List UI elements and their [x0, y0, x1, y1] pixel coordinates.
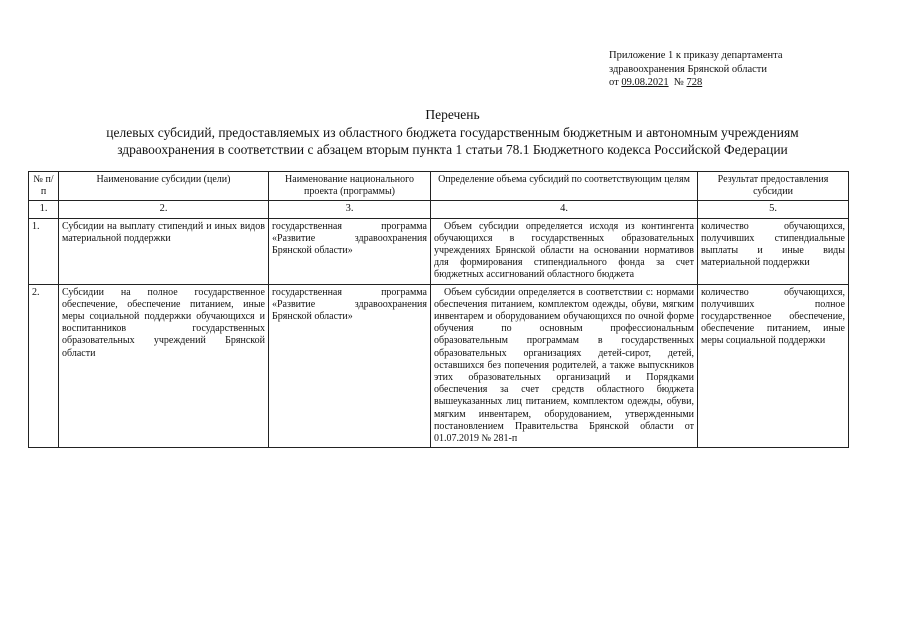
approval-number: 728 [686, 77, 703, 88]
header-program: Наименование национального проекта (программы) [269, 172, 431, 201]
row-program: государственная программа «Развитие здравоохранения Брянской области» [269, 284, 431, 448]
title-line-1: Перечень [425, 107, 480, 122]
column-number-row [29, 201, 849, 218]
row-program: государственная программа «Развитие здравоохранения Брянской области» [269, 218, 431, 284]
header-result: Результат предоставления субсидии [698, 172, 849, 201]
title-line-3: здравоохранения в соответствии с абзацем вторым пункта 1 статьи 78.1 Бюджетного кодекса Российской Федерации [117, 142, 788, 157]
col-number-1: 1. [29, 201, 59, 218]
col-number-2: 2. [59, 201, 269, 218]
col-number-4: 4. [431, 201, 698, 218]
row-name: Субсидии на выплату стипендий и иных видов материальной поддержки [59, 218, 269, 284]
approval-line-2: здравоохранения Брянской области [609, 63, 768, 75]
approval-num-sign: № [673, 77, 684, 88]
title-line-2: целевых субсидий, предоставляемых из областного бюджета государственным бюджетным и автономным учреждениям [106, 125, 799, 140]
subsidies-table [28, 171, 849, 448]
row-definition: Объем субсидии определяется исходя из контингента обучающихся в государственных образовательных учреждениях Брянской области на основании нормативов для формирования стипендиального фонда за счет бюджетных ассигнований областного бюджета [431, 218, 698, 284]
table-header-row [29, 172, 849, 201]
header-name: Наименование субсидии (цели) [59, 172, 269, 201]
row-name: Субсидии на полное государственное обеспечение, обеспечение питанием, иные меры социальной поддержки обучающихся и воспитанников государственных образовательных учреждений Брянской области [59, 284, 269, 448]
header-definition: Определение объема субсидий по соответствующим целям [431, 172, 698, 201]
row-result: количество обучающихся, получивших полное государственное обеспечение, обеспечение питанием, иные меры социальной поддержки [698, 284, 849, 448]
col-number-3: 3. [269, 201, 431, 218]
approval-prefix: от [609, 77, 619, 88]
approval-line-1: Приложение 1 к приказу департамента [609, 50, 783, 61]
row-definition: Объем субсидии определяется в соответствии с: нормами обеспечения питанием, комплектом одежды, обуви, мягким инвентарем и оборудованием обучающихся по очной форме обучения по основным профессиональным образовательным программам в государственных образовательных организациях детей-сирот, детей, оставшихся без попечения родителей, а также выпускников этих образовательных организаций и Порядками обеспечения за счет средств областного бюджета вышеуказанных лиц питанием, комплектом одежды, обуви, мягким инвентарем, оборудованием, утвержденными постановлением Правительства Брянской области от 01.07.2019 № 281-п [431, 284, 698, 448]
document-title [40, 106, 865, 158]
approval-date-line [609, 76, 869, 90]
row-num: 1. [29, 218, 59, 284]
table-row [29, 284, 849, 448]
row-num: 2. [29, 284, 59, 448]
approval-date: 09.08.2021 [621, 77, 669, 88]
row-result: количество обучающихся, получивших стипендиальные выплаты и иные виды материальной поддержки [698, 218, 849, 284]
header-num: № п/п [29, 172, 59, 201]
col-number-5: 5. [698, 201, 849, 218]
table-row [29, 218, 849, 284]
approval-stamp [609, 49, 869, 90]
